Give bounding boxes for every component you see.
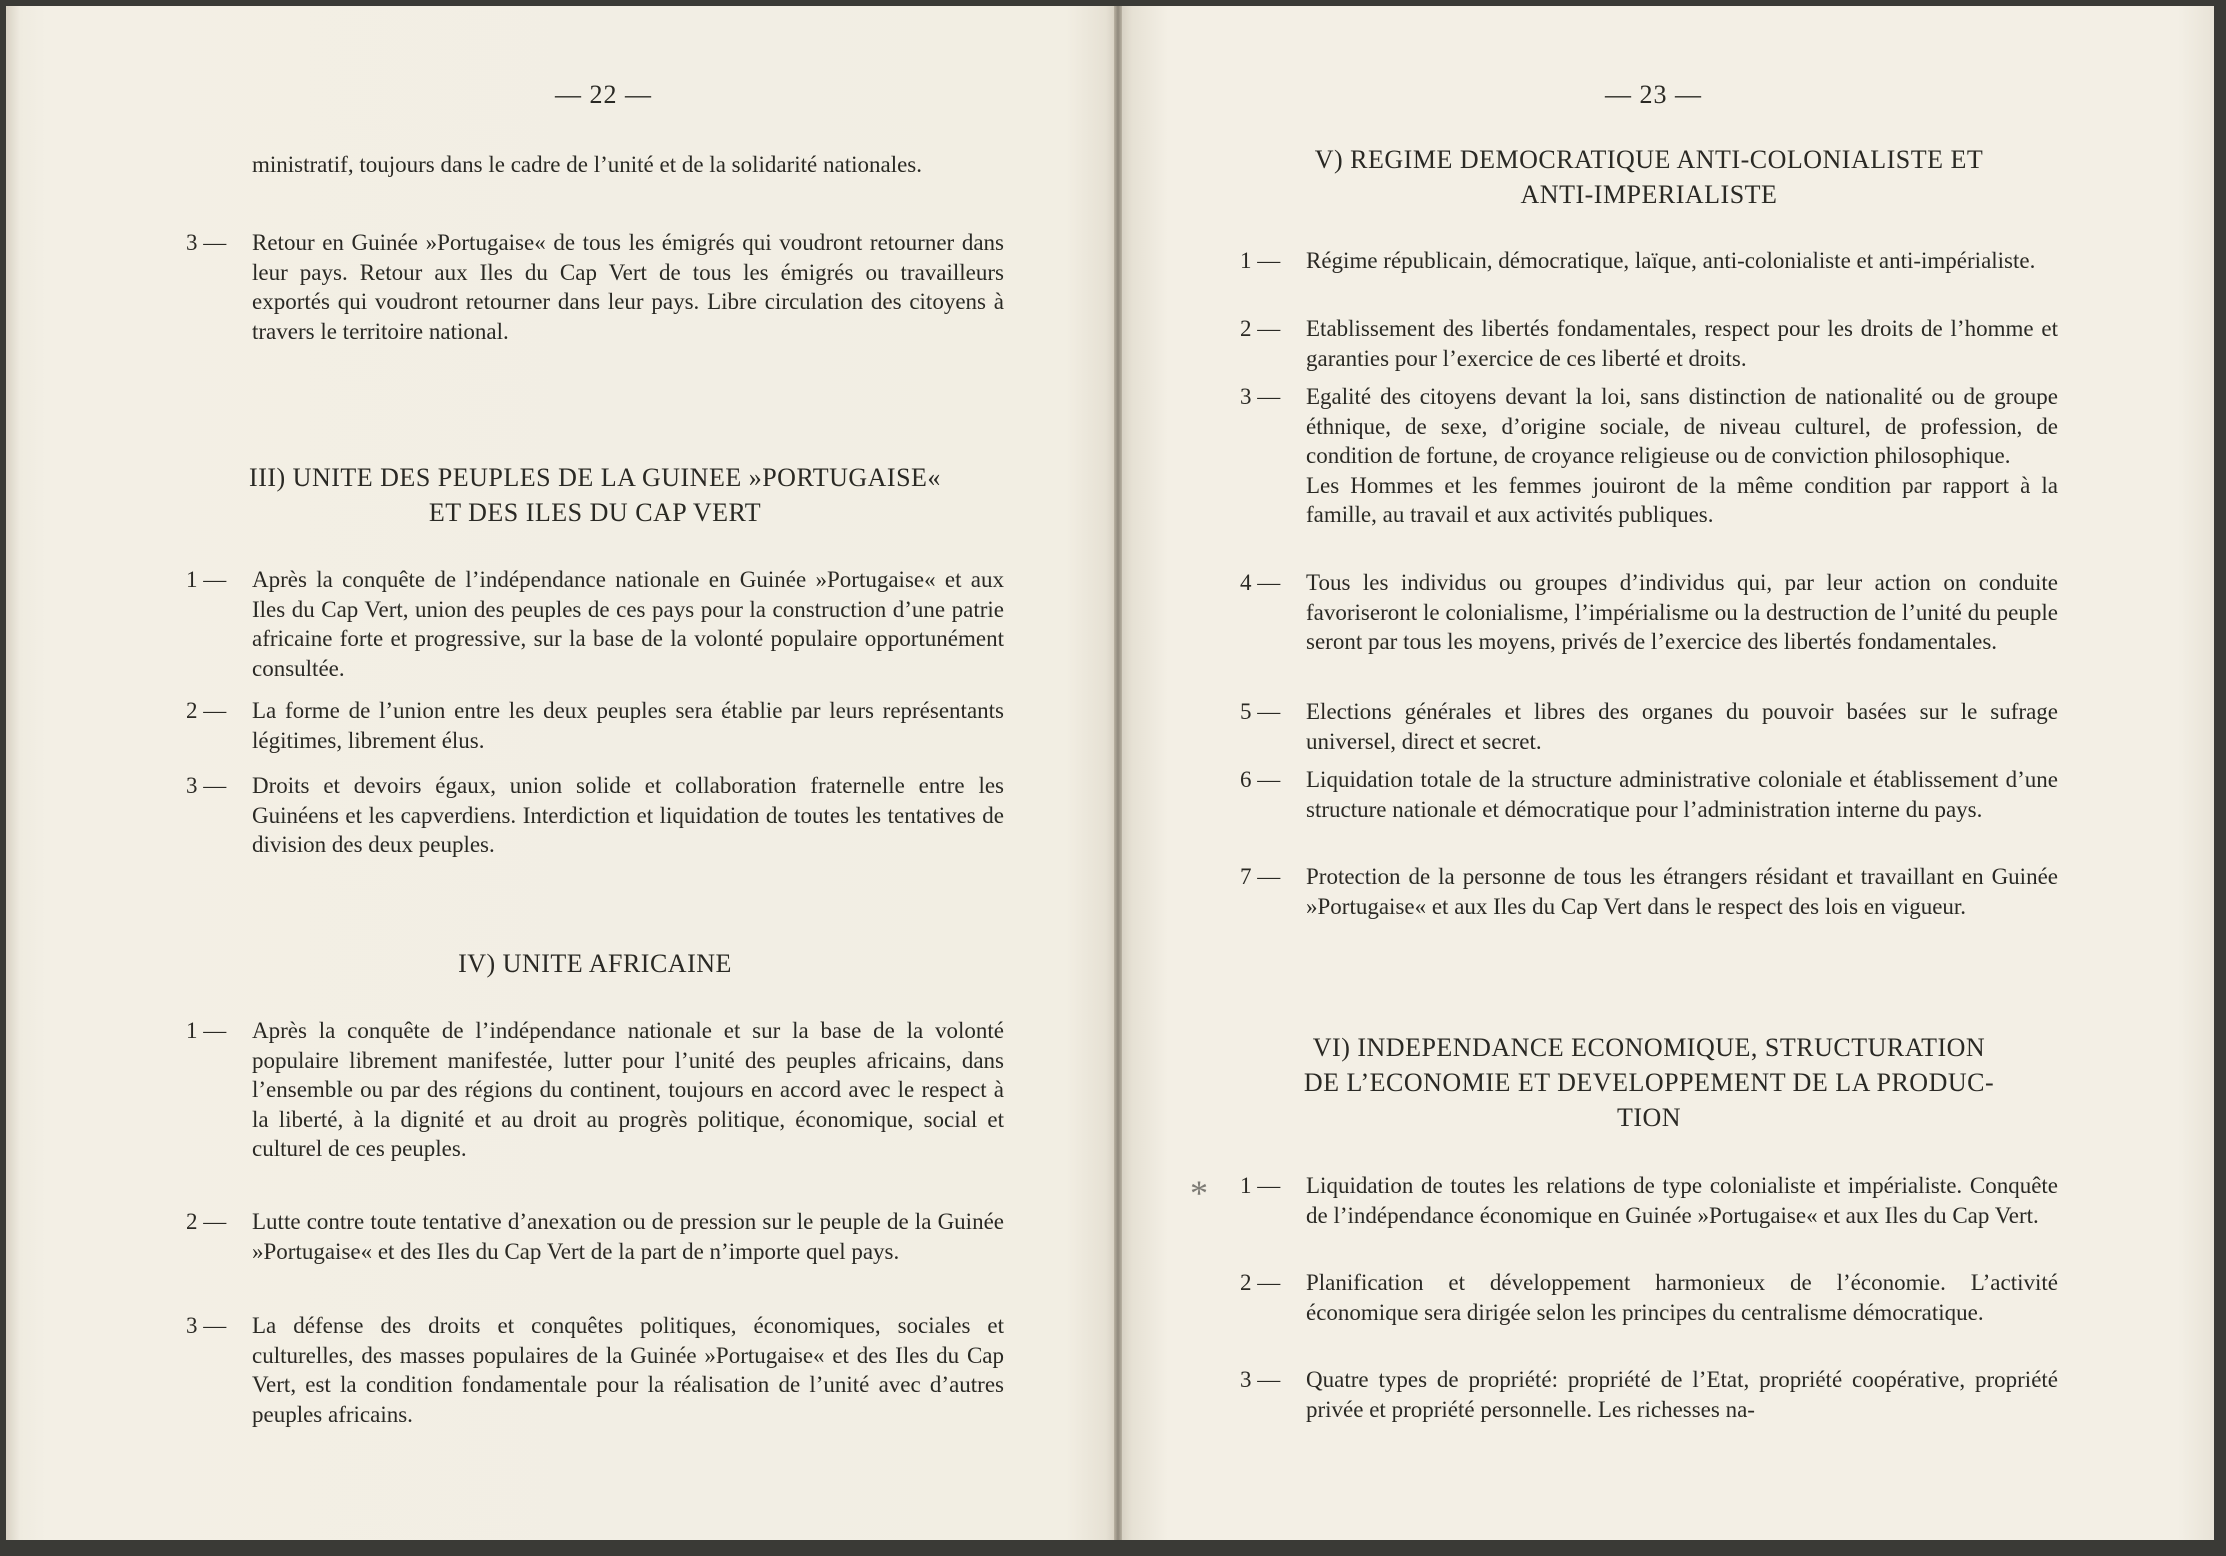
list-item — [1240, 1268, 2058, 1358]
item-number: 3 — — [1240, 384, 1281, 409]
item-text: Planification et développement harmonieux de l’économie. L’activité économique sera dirigée selon les principes du centralisme démocratique. — [1306, 1270, 2058, 1325]
item-text: Elections générales et libres des organes du pouvoir basées sur le sufrage universel, direct et secret. — [1306, 699, 2058, 754]
item-number: 6 — — [1240, 767, 1281, 792]
item-number: 4 — — [1240, 570, 1281, 595]
heading-line: III) UNITE DES PEUPLES DE LA GUINEE »PORTUGAISE« — [249, 463, 941, 492]
page-number-right: — 23 — — [1605, 80, 1702, 109]
item-number: 2 — — [1240, 1270, 1281, 1295]
section-heading-iii — [186, 460, 1004, 530]
item-number: 5 — — [1240, 699, 1281, 724]
item-text: Lutte contre toute tentative d’anexation ou de pression sur le peuple de la Guinée »Portugaise« et des Iles du Cap Vert de la part de n’importe quel pays. — [252, 1209, 1004, 1264]
list-item — [1240, 697, 2058, 757]
continuation-paragraph: ministratif, toujours dans le cadre de l’unité et de la solidarité nationales. — [252, 152, 922, 177]
heading-line: ET DES ILES DU CAP VERT — [428, 498, 762, 527]
item-number: 1 — — [186, 1018, 227, 1043]
item-number: 3 — — [186, 1313, 227, 1338]
item-text: Liquidation totale de la structure administrative coloniale et établissement d’une structure nationale et démocratique pour l’administration interne du pays. — [1306, 767, 2058, 822]
list-item — [1240, 382, 2058, 560]
heading-line: V) REGIME DEMOCRATIQUE ANTI-COLONIALISTE ET — [1314, 145, 1984, 174]
item-number: 3 — — [186, 773, 227, 798]
item-text: Tous les individus ou groupes d’individus qui, par leur action on conduite favoriseront le colonialisme, l’impérialisme ou la destruction de l’unité du peuple seront par tous les moyens, privés de l’exercice des libertés fondamentales. — [1306, 570, 2058, 654]
item-number: 1 — — [186, 567, 227, 592]
item-number: 7 — — [1240, 864, 1281, 889]
list-item — [1240, 1171, 2058, 1261]
item-text — [1306, 382, 2058, 530]
list-item — [1240, 1365, 2058, 1425]
item-text: Protection de la personne de tous les étrangers résidant et travaillant en Guinée »Portugaise« et aux Iles du Cap Vert dans le respect des lois en vigueur. — [1306, 864, 2058, 919]
heading-line: ANTI-IMPERIALISTE — [1520, 180, 1778, 209]
item-number: 3 — — [1240, 1367, 1281, 1392]
list-item — [186, 565, 1004, 685]
list-item — [1240, 568, 2058, 688]
list-item — [186, 1311, 1004, 1431]
item-text: Après la conquête de l’indépendance nationale en Guinée »Portugaise« et aux Iles du Cap Vert, union des peuples de ces pays pour la construction d’une patrie africaine forte et progressive, sur la base de la volonté populaire opportunément consultée. — [252, 567, 1004, 681]
item-text: Quatre types de propriété: propriété de l’Etat, propriété coopérative, propriété privée et propriété personnelle. Les richesses na- — [1306, 1367, 2058, 1422]
item-text-paragraph: Les Hommes et les femmes jouiront de la même condition par rapport à la famille, au travail et aux activités publiques. — [1306, 472, 2058, 527]
list-item — [186, 771, 1004, 861]
book-gutter — [1114, 6, 1122, 1540]
item-text-paragraph: Egalité des citoyens devant la loi, sans distinction de nationalité ou de groupe éthnique, de sexe, d’origine sociale, de niveau culturel, de profession, de condition de fortune, de croyance religieuse ou de conviction philosophique. — [1306, 384, 2058, 468]
section-heading-vi — [1240, 1030, 2058, 1135]
item-number: 1 — — [1240, 248, 1281, 273]
item-text: Après la conquête de l’indépendance nationale et sur la base de la volonté populaire librement manifestée, lutter pour l’unité des peuples africains, dans l’ensemble ou par des régions du continent, toujours en accord avec le respect à la liberté, à la dignité et au droit au progrès politique, économique, social et culturel de ces peuples. — [252, 1018, 1004, 1161]
list-item — [186, 696, 1004, 756]
item-number: 1 — — [1240, 1173, 1281, 1198]
list-item — [186, 1207, 1004, 1297]
list-item — [186, 1016, 1004, 1196]
item-number: 2 — — [186, 698, 227, 723]
section-heading-v — [1240, 142, 2058, 212]
heading-line: VI) INDEPENDANCE ECONOMIQUE, STRUCTURATION — [1312, 1033, 1986, 1062]
margin-asterisk: * — [1190, 1173, 1208, 1213]
item-number: 3 — — [186, 230, 227, 255]
list-item — [1240, 314, 2058, 374]
item-text: La forme de l’union entre les deux peuples sera établie par leurs représentants légitimes, librement élus. — [252, 698, 1004, 753]
section-heading-iv: IV) UNITE AFRICAINE — [458, 949, 732, 978]
item-text: La défense des droits et conquêtes politiques, économiques, sociales et culturelles, des masses populaires de la Guinée »Portugaise« et des Iles du Cap Vert, est la condition fondamentale pour la réalisation de l’unité avec d’autres peuples africains. — [252, 1313, 1004, 1427]
heading-line: TION — [1616, 1103, 1682, 1132]
list-item — [186, 228, 1004, 348]
list-item — [1240, 765, 2058, 855]
item-number: 2 — — [186, 1209, 227, 1234]
list-item — [1240, 862, 2058, 952]
item-text: Droits et devoirs égaux, union solide et collaboration fraternelle entre les Guinéens et les capverdiens. Interdiction et liquidation de toutes les tentatives de division des deux peuples. — [252, 773, 1004, 857]
item-text: Régime républicain, démocratique, laïque, anti-colonialiste et anti-impérialiste. — [1306, 248, 2036, 273]
item-text: Retour en Guinée »Portugaise« de tous les émigrés qui voudront retourner dans leur pays. Retour aux Iles du Cap Vert de tous les émigrés ou travailleurs exportés qui voudront retourner dans leur pays. Libre circulation des citoyens à travers le territoire national. — [252, 230, 1004, 344]
heading-line: DE L’ECONOMIE ET DEVELOPPEMENT DE LA PRODUC- — [1303, 1068, 1995, 1097]
list-item — [1240, 246, 2058, 306]
page-number-left: — 22 — — [555, 80, 652, 109]
item-text: Etablissement des libertés fondamentales, respect pour les droits de l’homme et garanties pour l’exercice de ces liberté et droits. — [1306, 316, 2058, 371]
item-number: 2 — — [1240, 316, 1281, 341]
item-text: Liquidation de toutes les relations de type colonialiste et impérialiste. Conquête de l’indépendance économique en Guinée »Portugaise« et aux Iles du Cap Vert. — [1306, 1173, 2058, 1228]
